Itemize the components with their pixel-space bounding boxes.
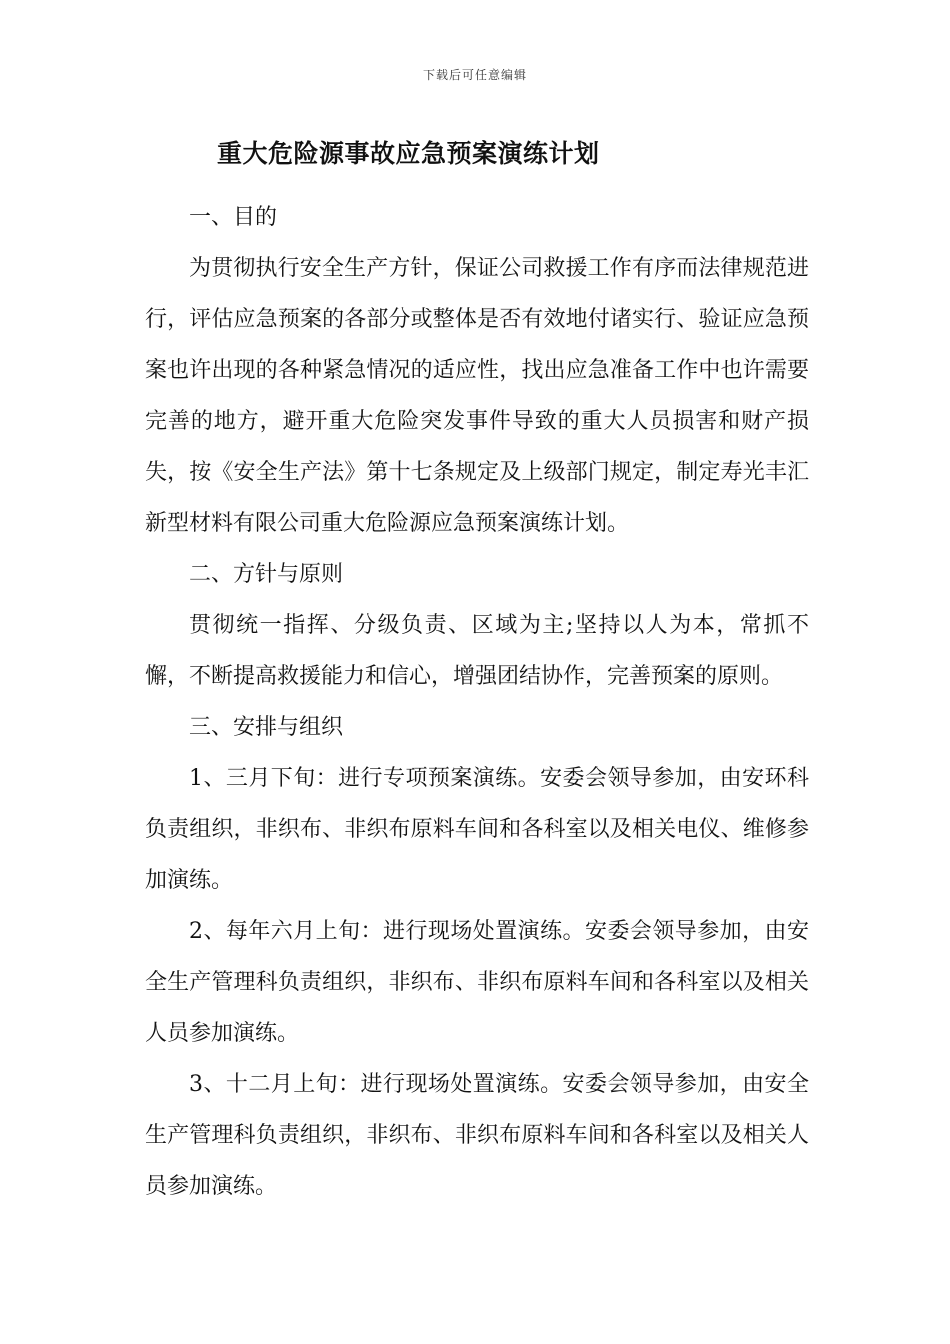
section-heading-principles: 二、方针与原则 <box>189 562 344 587</box>
paragraph-arrangement-2: 2、每年六月上旬：进行现场处置演练。安委会领导参加，由安全生产管理科负责组织，非织布、非织布原料车间和各科室以及相关人员参加演练。 <box>145 919 809 1046</box>
document-body <box>145 192 809 1212</box>
section-heading-arrangement: 三、安排与组织 <box>189 715 344 740</box>
section-heading-purpose: 一、目的 <box>189 205 278 230</box>
header-note: 下载后可任意编辑 <box>422 68 527 82</box>
paragraph-arrangement-1: 1、三月下旬：进行专项预案演练。安委会领导参加，由安环科负责组织，非织布、非织布原料车间和各科室以及相关电仪、维修参加演练。 <box>145 766 809 893</box>
document-title: 重大危险源事故应急预案演练计划 <box>217 139 600 168</box>
paragraph-arrangement-3: 3、十二月上旬：进行现场处置演练。安委会领导参加，由安全生产管理科负责组织，非织布、非织布原料车间和各科室以及相关人员参加演练。 <box>145 1072 809 1199</box>
paragraph-principles: 贯彻统一指挥、分级负责、区域为主;坚持以人为本，常抓不懈，不断提高救援能力和信心，增强团结协作，完善预案的原则。 <box>145 613 809 689</box>
paragraph-purpose: 为贯彻执行安全生产方针，保证公司救援工作有序而法律规范进行，评估应急预案的各部分或整体是否有效地付诸实行、验证应急预案也许出现的各种紧急情况的适应性，找出应急准备工作中也许需要完善的地方，避开重大危险突发事件导致的重大人员损害和财产损失，按《安全生产法》第十七条规定及上级部门规定，制定寿光丰汇新型材料有限公司重大危险源应急预案演练计划。 <box>145 256 809 536</box>
